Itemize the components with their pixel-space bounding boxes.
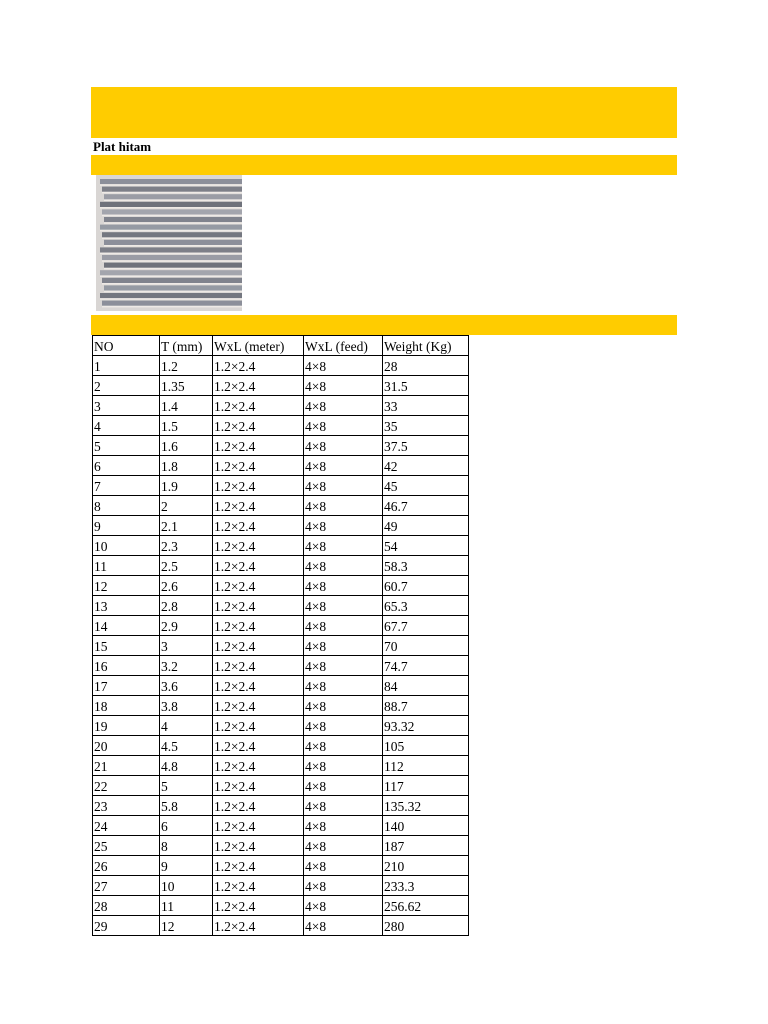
table-cell: 1.2×2.4 <box>213 816 304 836</box>
table-cell: 280 <box>383 916 469 936</box>
table-cell: 42 <box>383 456 469 476</box>
table-cell: 10 <box>160 876 213 896</box>
table-cell: 1.2×2.4 <box>213 516 304 536</box>
plate-edge <box>100 207 242 209</box>
table-cell: 1.2×2.4 <box>213 536 304 556</box>
table-cell: 1.2×2.4 <box>213 636 304 656</box>
table-cell: 210 <box>383 856 469 876</box>
plate-edge <box>104 222 242 224</box>
table-cell: 4×8 <box>304 396 383 416</box>
table-cell: 4×8 <box>304 416 383 436</box>
plate-edge <box>104 199 242 201</box>
table-row <box>93 656 469 676</box>
plate-edge <box>102 283 242 285</box>
table-row <box>93 756 469 776</box>
table-cell: 46.7 <box>383 496 469 516</box>
table-cell: 21 <box>93 756 160 776</box>
table-row <box>93 576 469 596</box>
table-cell: 4×8 <box>304 576 383 596</box>
table-cell: 140 <box>383 816 469 836</box>
table-row <box>93 836 469 856</box>
table-cell: 4×8 <box>304 836 383 856</box>
table-cell: 35 <box>383 416 469 436</box>
section-accent-bar <box>91 155 677 175</box>
column-header: T (mm) <box>160 336 213 356</box>
table-cell: 2.5 <box>160 556 213 576</box>
table-cell: 84 <box>383 676 469 696</box>
table-cell: 4×8 <box>304 516 383 536</box>
table-cell: 1.2×2.4 <box>213 696 304 716</box>
table-cell: 1.2×2.4 <box>213 796 304 816</box>
table-cell: 1.2×2.4 <box>213 836 304 856</box>
table-cell: 1.2×2.4 <box>213 716 304 736</box>
table-cell: 256.62 <box>383 896 469 916</box>
table-header-row <box>93 336 469 356</box>
table-cell: 112 <box>383 756 469 776</box>
table-cell: 28 <box>93 896 160 916</box>
table-cell: 4×8 <box>304 476 383 496</box>
table-cell: 4 <box>160 716 213 736</box>
table-row <box>93 696 469 716</box>
table-cell: 8 <box>93 496 160 516</box>
table-cell: 10 <box>93 536 160 556</box>
table-cell: 1.2×2.4 <box>213 376 304 396</box>
plate-edge <box>104 291 242 293</box>
table-cell: 19 <box>93 716 160 736</box>
table-cell: 45 <box>383 476 469 496</box>
table-row <box>93 636 469 656</box>
table-row <box>93 596 469 616</box>
plate-layer <box>100 270 242 275</box>
table-cell: 1.35 <box>160 376 213 396</box>
plate-layer <box>102 301 242 306</box>
table-row <box>93 416 469 436</box>
table-cell: 4.5 <box>160 736 213 756</box>
plate-layer <box>102 255 242 260</box>
plate-layer <box>100 247 242 252</box>
table-row <box>93 716 469 736</box>
column-header: NO <box>93 336 160 356</box>
table-cell: 65.3 <box>383 596 469 616</box>
table-cell: 1.2×2.4 <box>213 596 304 616</box>
table-row <box>93 796 469 816</box>
table-cell: 4×8 <box>304 776 383 796</box>
table-cell: 4×8 <box>304 716 383 736</box>
plate-edge <box>104 268 242 270</box>
table-row <box>93 476 469 496</box>
table-cell: 1.2×2.4 <box>213 496 304 516</box>
table-cell: 4 <box>93 416 160 436</box>
table-cell: 4×8 <box>304 816 383 836</box>
table-cell: 5 <box>160 776 213 796</box>
table-cell: 18 <box>93 696 160 716</box>
table-cell: 7 <box>93 476 160 496</box>
table-cell: 4×8 <box>304 856 383 876</box>
table-cell: 117 <box>383 776 469 796</box>
table-cell: 2.8 <box>160 596 213 616</box>
table-cell: 1.2×2.4 <box>213 416 304 436</box>
table-cell: 24 <box>93 816 160 836</box>
table-cell: 4×8 <box>304 356 383 376</box>
table-cell: 1 <box>93 356 160 376</box>
table-cell: 4×8 <box>304 916 383 936</box>
table-cell: 5.8 <box>160 796 213 816</box>
plate-edge <box>102 215 242 217</box>
table-cell: 54 <box>383 536 469 556</box>
table-cell: 105 <box>383 736 469 756</box>
table-cell: 4×8 <box>304 556 383 576</box>
table-cell: 9 <box>160 856 213 876</box>
table-cell: 135.32 <box>383 796 469 816</box>
table-cell: 1.8 <box>160 456 213 476</box>
table-cell: 4×8 <box>304 496 383 516</box>
table-cell: 4×8 <box>304 536 383 556</box>
page-title: Plat hitam <box>93 139 152 154</box>
table-cell: 12 <box>160 916 213 936</box>
table-cell: 4×8 <box>304 896 383 916</box>
table-cell: 58.3 <box>383 556 469 576</box>
table-cell: 4×8 <box>304 696 383 716</box>
column-header: WxL (meter) <box>213 336 304 356</box>
table-cell: 1.2×2.4 <box>213 436 304 456</box>
table-cell: 4×8 <box>304 456 383 476</box>
table-cell: 93.32 <box>383 716 469 736</box>
table-cell: 4×8 <box>304 616 383 636</box>
table-row <box>93 736 469 756</box>
table-cell: 2.1 <box>160 516 213 536</box>
table-row <box>93 816 469 836</box>
table-row <box>93 616 469 636</box>
table-row <box>93 896 469 916</box>
table-cell: 60.7 <box>383 576 469 596</box>
table-cell: 1.2×2.4 <box>213 676 304 696</box>
table-cell: 16 <box>93 656 160 676</box>
plate-layer <box>100 293 242 298</box>
plate-edge <box>104 245 242 247</box>
table-row <box>93 916 469 936</box>
plate-layer <box>100 202 242 207</box>
table-cell: 1.2×2.4 <box>213 476 304 496</box>
plate-layer <box>104 217 242 222</box>
table-cell: 88.7 <box>383 696 469 716</box>
table-cell: 3.6 <box>160 676 213 696</box>
table-cell: 2 <box>93 376 160 396</box>
column-header: WxL (feed) <box>304 336 383 356</box>
table-cell: 67.7 <box>383 616 469 636</box>
plate-edge <box>102 237 242 239</box>
table-cell: 1.5 <box>160 416 213 436</box>
plate-edge <box>102 306 242 308</box>
table-cell: 17 <box>93 676 160 696</box>
table-row <box>93 496 469 516</box>
table-cell: 4.8 <box>160 756 213 776</box>
table-cell: 1.2×2.4 <box>213 456 304 476</box>
plate-layer <box>102 232 242 237</box>
plate-edge <box>102 192 242 194</box>
table-cell: 1.2×2.4 <box>213 756 304 776</box>
table-cell: 1.2×2.4 <box>213 856 304 876</box>
table-row <box>93 356 469 376</box>
table-cell: 27 <box>93 876 160 896</box>
table-cell: 28 <box>383 356 469 376</box>
plate-layer <box>102 209 242 214</box>
table-cell: 6 <box>93 456 160 476</box>
table-cell: 20 <box>93 736 160 756</box>
table-row <box>93 876 469 896</box>
table-cell: 187 <box>383 836 469 856</box>
table-cell: 233.3 <box>383 876 469 896</box>
table-cell: 14 <box>93 616 160 636</box>
table-cell: 1.4 <box>160 396 213 416</box>
table-row <box>93 856 469 876</box>
table-cell: 26 <box>93 856 160 876</box>
table-cell: 1.2×2.4 <box>213 576 304 596</box>
table-accent-bar <box>91 315 677 335</box>
plate-edge <box>102 260 242 262</box>
table-cell: 1.2×2.4 <box>213 776 304 796</box>
table-cell: 5 <box>93 436 160 456</box>
table-cell: 2 <box>160 496 213 516</box>
plate-layer <box>100 179 242 184</box>
table-row <box>93 776 469 796</box>
table-cell: 33 <box>383 396 469 416</box>
table-cell: 1.2×2.4 <box>213 616 304 636</box>
table-row <box>93 516 469 536</box>
table-cell: 1.2×2.4 <box>213 556 304 576</box>
table-cell: 74.7 <box>383 656 469 676</box>
table-cell: 3.2 <box>160 656 213 676</box>
plate-layer <box>104 263 242 268</box>
table-cell: 6 <box>160 816 213 836</box>
steel-plates-image <box>96 175 242 311</box>
table-cell: 1.2×2.4 <box>213 656 304 676</box>
plate-layer <box>102 278 242 283</box>
table-cell: 4×8 <box>304 636 383 656</box>
table-cell: 4×8 <box>304 436 383 456</box>
table-cell: 4×8 <box>304 676 383 696</box>
plate-edge <box>100 298 242 300</box>
table-cell: 25 <box>93 836 160 856</box>
table-cell: 31.5 <box>383 376 469 396</box>
table-cell: 1.6 <box>160 436 213 456</box>
table-cell: 9 <box>93 516 160 536</box>
table-cell: 1.2×2.4 <box>213 736 304 756</box>
table-cell: 4×8 <box>304 756 383 776</box>
table-cell: 4×8 <box>304 796 383 816</box>
table-cell: 3 <box>160 636 213 656</box>
table-cell: 1.2×2.4 <box>213 876 304 896</box>
table-cell: 3.8 <box>160 696 213 716</box>
table-cell: 1.2×2.4 <box>213 896 304 916</box>
table-cell: 4×8 <box>304 736 383 756</box>
table-cell: 4×8 <box>304 876 383 896</box>
table-row <box>93 396 469 416</box>
table-cell: 2.3 <box>160 536 213 556</box>
table-cell: 1.2×2.4 <box>213 356 304 376</box>
plate-layer <box>104 285 242 290</box>
table-row <box>93 556 469 576</box>
plate-layer <box>102 187 242 192</box>
plate-spec-table <box>92 335 469 936</box>
table-row <box>93 536 469 556</box>
table-cell: 1.2×2.4 <box>213 916 304 936</box>
table-cell: 11 <box>160 896 213 916</box>
table-cell: 2.6 <box>160 576 213 596</box>
table-cell: 70 <box>383 636 469 656</box>
table-cell: 4×8 <box>304 656 383 676</box>
table-row <box>93 456 469 476</box>
plate-edge <box>100 184 242 186</box>
table-cell: 23 <box>93 796 160 816</box>
table-cell: 15 <box>93 636 160 656</box>
table-cell: 1.2×2.4 <box>213 396 304 416</box>
column-header: Weight (Kg) <box>383 336 469 356</box>
table-cell: 1.2 <box>160 356 213 376</box>
table-cell: 4×8 <box>304 376 383 396</box>
table-row <box>93 676 469 696</box>
table-cell: 11 <box>93 556 160 576</box>
plate-layer <box>100 225 242 230</box>
plate-edge <box>100 253 242 255</box>
table-cell: 37.5 <box>383 436 469 456</box>
table-cell: 8 <box>160 836 213 856</box>
table-cell: 22 <box>93 776 160 796</box>
plate-layer <box>104 240 242 245</box>
table-cell: 12 <box>93 576 160 596</box>
table-row <box>93 436 469 456</box>
table-row <box>93 376 469 396</box>
table-cell: 49 <box>383 516 469 536</box>
table-cell: 3 <box>93 396 160 416</box>
plate-edge <box>100 230 242 232</box>
plate-edge <box>100 275 242 277</box>
table-cell: 1.9 <box>160 476 213 496</box>
header-accent-bar <box>91 87 677 138</box>
table-cell: 4×8 <box>304 596 383 616</box>
table-cell: 29 <box>93 916 160 936</box>
table-cell: 2.9 <box>160 616 213 636</box>
table-cell: 13 <box>93 596 160 616</box>
plate-layer <box>104 194 242 199</box>
